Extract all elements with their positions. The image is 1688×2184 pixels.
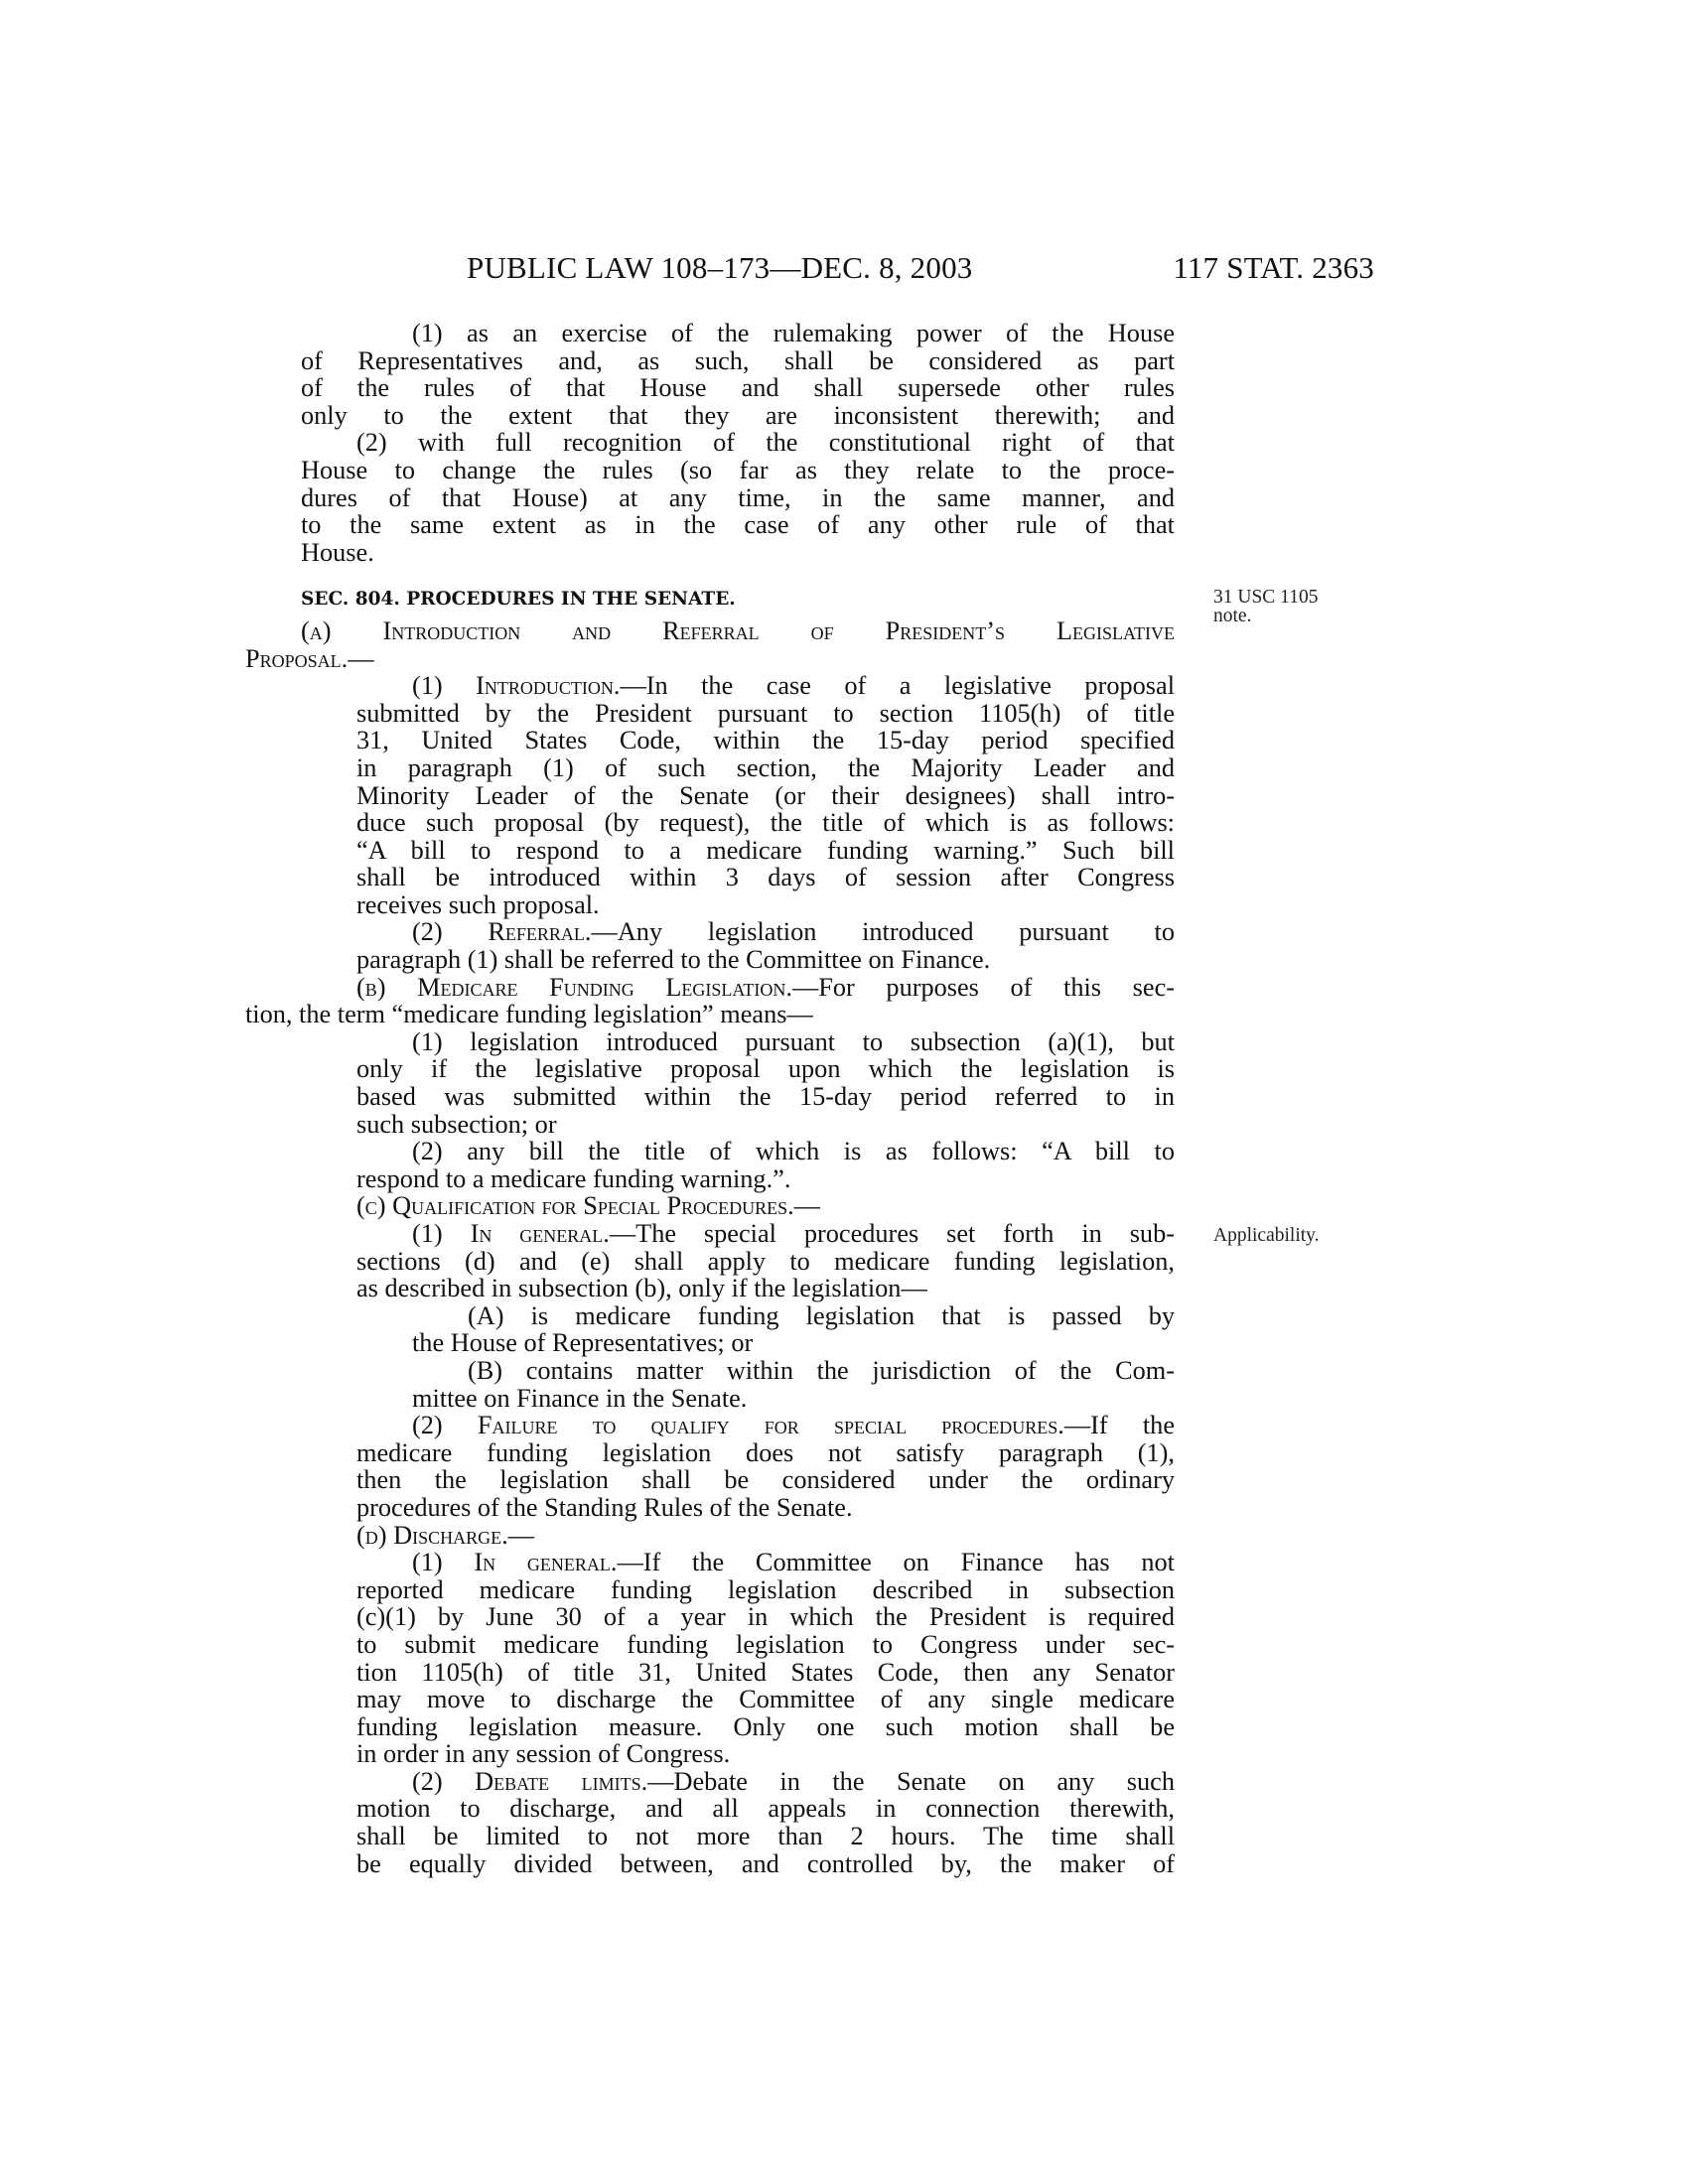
margin-note-applicability: Applicability. <box>1213 1225 1320 1246</box>
paragraph-b1: (1) legislation introduced pursuant to subsection (a)(1), but only if the legislative proposal upon which the legislation is based was submitted within the 15-day period referred to in such subsection; or <box>356 1026 1175 1139</box>
paragraph-c1-in-general: (1) In general.—The special procedures set forth in sub- sections (d) and (e) shall apply to medicare funding legislation, as described in subsection (b), only if the legislation— <box>356 1219 1175 1303</box>
paragraph-d2-debate-limits: (2) Debate limits.—Debate in the Senate on any such motion to discharge, and all appeals in connection therewith, shall be limited to not more than 2 hours. The time shall be equally divided between, and controlled by, the maker of <box>356 1766 1175 1878</box>
paragraph-rulemaking-1: (1) as an exercise of the rulemaking power of the House of Representatives and, as such, shall be considered as part of the rules of that House and shall supersede other rules only to the extent that they are inconsistent therewith; and <box>301 319 1175 430</box>
header-statute-page: 117 STAT. 2363 <box>1173 250 1374 285</box>
subsection-d-heading: (d) Discharge.— <box>356 1520 534 1550</box>
paragraph-c1-A: (A) is medicare funding legislation that is passed by the House of Representatives; or <box>412 1300 1175 1358</box>
paragraph-a1-introduction: (1) Introduction.—In the case of a legislative proposal submitted by the President pursuant to section 1105(h) of title 31, United States Code, within the 15-day period specified in paragraph (1) of such section, the Majority Leader and Minority Leader of the Senate (or their designees) shall intro- duce such proposal (by request), the title of which is as follows: “A bill to respond to a medicare funding warning.” Such bill shall be introduced within 3 days of session after Congress receives such proposal. <box>356 671 1175 919</box>
paragraph-rulemaking-2: (2) with full recognition of the constitutional right of that House to change the rules (so far as they relate to the proce- dures of that House) at any time, in the same manner, and to the same extent as in the case of any other rule of that House. <box>301 428 1175 567</box>
subsection-a-heading: (a) Introduction and Referral of President’s Legislative Proposal.— <box>245 615 1175 673</box>
paragraph-c1-B: (B) contains matter within the jurisdiction of the Com- mittee on Finance in the Senate. <box>412 1355 1175 1413</box>
subsection-c-heading: (c) Qualification for Special Procedures.— <box>356 1191 820 1221</box>
margin-note-usc: 31 USC 1105 note. <box>1213 587 1319 626</box>
document-body <box>245 319 1175 1878</box>
section-heading: SEC. 804. PROCEDURES IN THE SENATE. <box>301 589 736 611</box>
paragraph-d1-in-general: (1) In general.—If the Committee on Finance has not reported medicare funding legislation described in subsection (c)(1) by June 30 of a year in which the President is required to submit medicare funding legislation to Congress under sec- tion 1105(h) of title 31, United States Code, then any Senator may move to discharge the Committee of any single medicare funding legislation measure. Only one such motion shall be in order in any session of Congress. <box>356 1548 1175 1769</box>
page-header <box>435 250 1374 290</box>
paragraph-c2-failure: (2) Failure to qualify for special procedures.—If the medicare funding legislation does not satisfy paragraph (1), then the legislation shall be considered under the ordinary procedures of the Standing Rules of the Senate. <box>356 1411 1175 1522</box>
subsection-b: (b) Medicare Funding Legislation.—For purposes of this sec- tion, the term “medicare funding legislation” means— <box>245 972 1175 1029</box>
paragraph-b2: (2) any bill the title of which is as follows: “A bill to respond to a medicare funding warning.”. <box>356 1137 1175 1193</box>
header-public-law: PUBLIC LAW 108–173—DEC. 8, 2003 <box>467 250 973 285</box>
paragraph-a2-referral: (2) Referral.—Any legislation introduced pursuant to paragraph (1) shall be referred to the Committee on Finance. <box>356 917 1175 975</box>
